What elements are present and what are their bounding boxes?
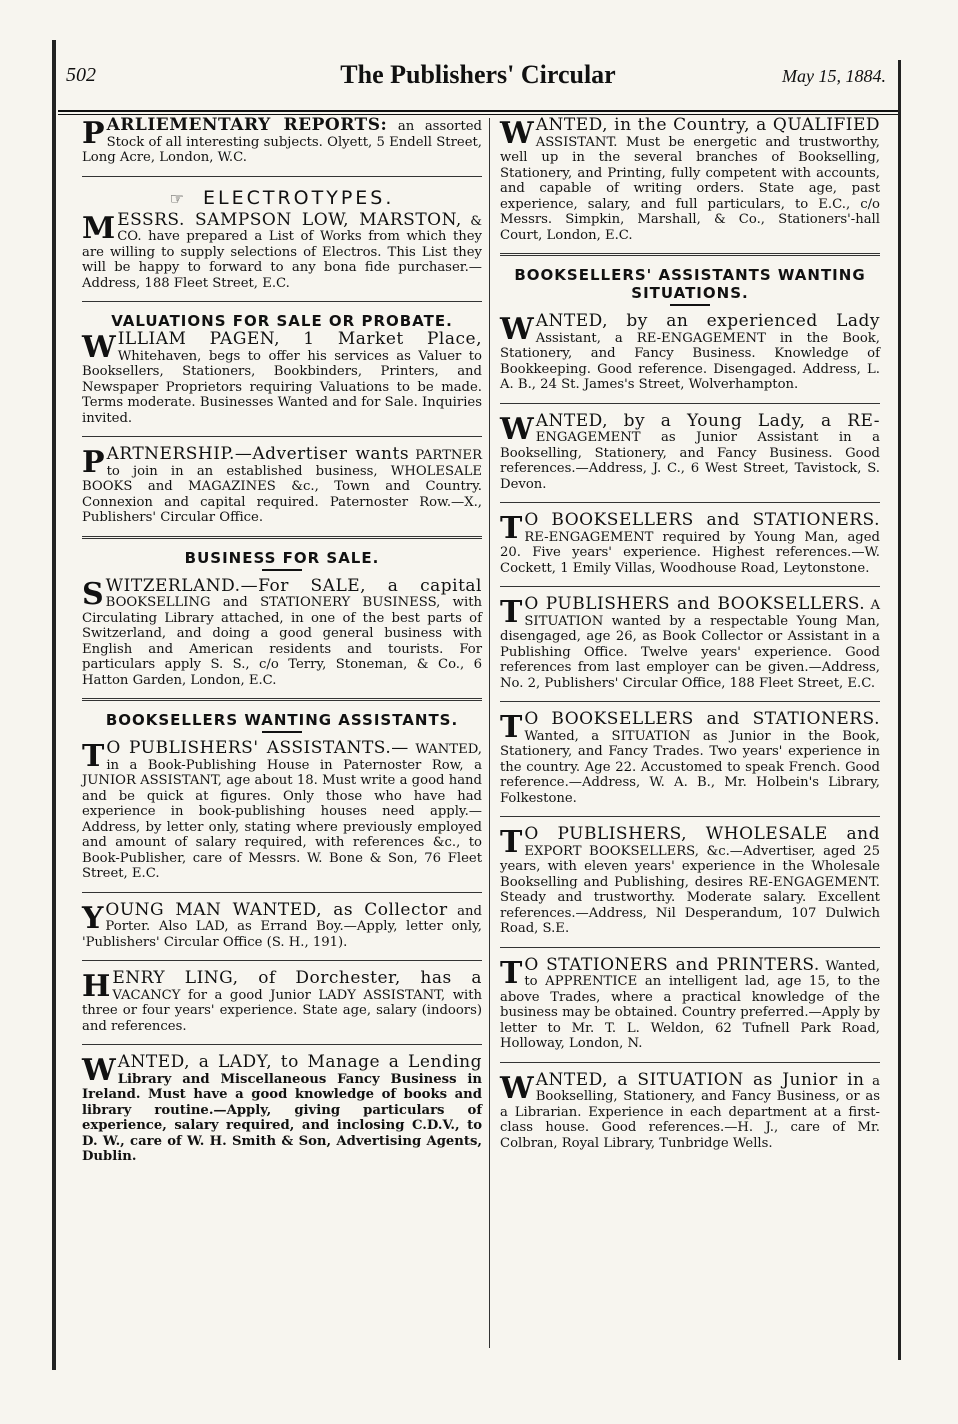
ad-body: & CO. have prepared a List of Works from which they are willing to supply selections of Electros. This List they will be happy to forward to any bona fide purchaser.—Address, 188 Fleet Street, E.C.	[82, 213, 482, 291]
ad-lead: ARTNERSHIP.—Advertiser wants	[106, 444, 410, 464]
drop-cap: T	[500, 595, 523, 630]
ad-lead: O BOOKSELLERS and STATIONERS.	[524, 709, 880, 729]
ad-body: Wanted, to APPRENTICE an intelligent lad, age 15, to the above Trades, where a practical knowledge of the business may be obtained. Country preferred.—Apply by letter to Mr. T. L. Weldon, 62 Tufnell Park Road, Holloway, London, N.	[500, 958, 880, 1051]
ad-to-booksellers-folkestone	[500, 709, 880, 806]
ad-henry-ling	[82, 968, 482, 1034]
ad-body: A SITUATION wanted by a respectable Young Man, disengaged, age 26, as Book Collector or Assistant in a Publishing Office. Twelve years' experience. Good references from last employer can be given.—Address, No. 2, Publishers' Circular Office, 188 Fleet Street, E.C.	[500, 598, 881, 691]
ad-lead: O STATIONERS and PRINTERS.	[524, 954, 820, 975]
drop-cap: W	[500, 312, 534, 347]
drop-cap: T	[500, 825, 523, 860]
ad-experienced-lady	[500, 311, 880, 393]
page-number: 502	[66, 64, 96, 86]
divider	[82, 960, 482, 961]
drop-cap: W	[500, 116, 534, 151]
ad-lead: WITZERLAND.—For SALE, a capital	[105, 575, 482, 596]
drop-cap: Y	[82, 900, 104, 936]
ad-body: BOOKSELLING and STATIONERY BUSINESS, with Circulating Library attached, in one of the best parts of Switzerland, and doing a good general business with English and American residents and tourists. For particulars apply S. S., c/o Terry, Stoneman, & Co., 6 Hatton Garden, London, E.C.	[82, 595, 482, 688]
ad-lead: OUNG MAN WANTED, as Collector	[105, 899, 448, 920]
divider	[82, 176, 482, 177]
ad-lead: ANTED, by an experienced Lady	[535, 311, 880, 331]
header-rule	[58, 110, 898, 112]
ad-lead: ILLIAM PAGEN, 1 Market Place,	[117, 329, 482, 349]
ad-qualified-assistant	[500, 115, 880, 243]
divider	[82, 536, 482, 539]
ad-lead: O PUBLISHERS, WHOLESALE and	[524, 824, 880, 844]
drop-cap: T	[500, 710, 523, 745]
ad-switzerland	[82, 575, 482, 689]
page-header	[58, 60, 898, 94]
ad-lead: ARLIEMENTARY REPORTS:	[106, 115, 388, 135]
left-border-rule	[52, 40, 56, 1370]
drop-cap: P	[82, 116, 105, 151]
drop-cap: T	[500, 511, 523, 546]
ad-lead: O PUBLISHERS and BOOKSELLERS.	[524, 594, 866, 614]
divider	[500, 403, 880, 404]
ad-body: a Bookselling, Stationery, and Fancy Business, or as a Librarian. Experience in each department at a first-class house. Good references.—H. J., care of Mr. Colbran, Royal Library, Tunbridge Wells.	[500, 1073, 880, 1151]
ad-body: and Porter. Also LAD, as Errand Boy.—Apply, letter only, 'Publishers' Circular Office (S. H., 191).	[82, 903, 482, 950]
divider	[82, 892, 482, 893]
ad-lead: ANTED, in the Country, a QUALIFIED	[535, 115, 880, 135]
drop-cap: W	[82, 1053, 116, 1088]
ad-lady-lending-library	[82, 1052, 482, 1165]
ad-body: Assistant, a RE-ENGAGEMENT in the Book, Stationery, and Fancy Business. Knowledge of Bookkeeping. Good reference. Disengaged. Address, L. A. B., 24 St. James's Street, Wolverhampton.	[500, 330, 880, 392]
ad-electrotypes	[82, 209, 482, 292]
issue-date: May 15, 1884.	[782, 66, 886, 86]
heading-underline	[670, 304, 710, 306]
drop-cap: W	[82, 330, 116, 365]
ad-publishers-assistants	[82, 738, 482, 882]
ad-lead: ENRY LING, of Dorchester, has a	[112, 968, 482, 988]
right-border-rule	[898, 60, 901, 1360]
ad-body: VACANCY for a good Junior LADY ASSISTANT, with three or four years' experience. State age, salary (indoors) and references.	[82, 987, 482, 1034]
divider	[500, 816, 880, 817]
column-divider	[489, 118, 490, 1348]
electrotypes-heading: ☞ ELECTROTYPES.	[169, 186, 395, 209]
ad-to-booksellers-cockett	[500, 510, 880, 576]
ad-body: Whitehaven, begs to offer his services as Valuer to Booksellers, Stationers, Bookbinders, Printers, and Newspaper Proprietors requiring Valuations to be made. Terms moderate. Businesses Wanted and for Sale. Inquiries invited.	[82, 348, 482, 426]
ad-body: an assorted Stock of all interesting subjects. Olyett, 5 Endell Street, Long Acre, London, W.C.	[82, 119, 482, 165]
heading-underline	[262, 569, 302, 571]
heading-underline	[262, 731, 302, 733]
drop-cap: T	[82, 739, 105, 774]
ad-body: Library and Miscellaneous Fancy Business in Ireland. Must have a good knowledge of books and library routine.—Apply, giving particulars of experience, salary required, and inclosing C.D.V., to D. W., care of W. H. Smith & Son, Advertising Agents, Dublin.	[82, 1071, 482, 1164]
ad-body: PARTNER to join in an established business, WHOLESALE BOOKS and MAGAZINES &c., Town and Country. Connexion and capital required. Paternoster Row.—X., Publishers' Circular Office.	[82, 448, 482, 525]
divider	[82, 301, 482, 302]
divider	[82, 1044, 482, 1045]
ad-young-man-wanted	[82, 899, 482, 951]
ad-body: ENGAGEMENT as Junior Assistant in a Bookselling, Stationery, and Fancy Business. Good references.—Address, J. C., 6 West Street, Tavistock, S. Devon.	[500, 430, 880, 492]
ad-body: WANTED, in a Book-Publishing House in Paternoster Row, a JUNIOR ASSISTANT, age about 18. Must write a good hand and be quick at figures. Only those who have had experience in book-publishing houses need apply.—Address, by letter only, stating where previously employed and amount of salary required, with references &c., to Book-Publisher, care of Messrs. W. Bone & Son, 76 Fleet Street, E.C.	[82, 742, 482, 881]
drop-cap: W	[500, 1070, 534, 1106]
ad-william-pagen	[82, 329, 482, 426]
drop-cap: P	[82, 445, 105, 480]
ad-lead: ESSRS. SAMPSON LOW, MARSTON,	[117, 209, 462, 230]
ad-body: EXPORT BOOKSELLERS, &c.—Advertiser, aged 25 years, with eleven years' experience in the Wholesale Bookselling and Publishing, desires RE-ENGAGEMENT. Steady and trustworthy. Moderate salary. Excellent references.—Address, Nil Desperandum, 107 Dulwich Road, S.E.	[500, 843, 880, 936]
divider	[82, 436, 482, 437]
divider	[500, 947, 880, 948]
divider	[500, 701, 880, 702]
divider	[82, 698, 482, 701]
ad-lead: ANTED, by a Young Lady, a RE-	[535, 410, 880, 431]
ad-lead: ANTED, a LADY, to Manage a Lending	[117, 1052, 482, 1072]
ad-lead: ANTED, a SITUATION as Junior in	[535, 1069, 865, 1090]
pointing-hand-icon: ☞	[169, 188, 184, 208]
drop-cap: T	[500, 955, 523, 991]
ad-partnership	[82, 444, 482, 526]
drop-cap: S	[82, 576, 104, 612]
ad-body: RE-ENGAGEMENT required by Young Man, aged 20. Five years' experience. Highest references.—W. Cockett, 1 Emily Villas, Woodhouse Road, Leytonstone.	[500, 529, 880, 576]
ad-to-publishers-collector	[500, 594, 881, 691]
divider	[500, 586, 880, 587]
page-title: The Publishers' Circular	[340, 60, 616, 89]
ad-to-publishers-wholesale	[500, 824, 880, 937]
valuations-heading: VALUATIONS FOR SALE OR PROBATE.	[111, 312, 453, 330]
booksellers-wanting-assistants-heading: BOOKSELLERS WANTING ASSISTANTS.	[105, 711, 459, 729]
divider	[500, 1062, 880, 1063]
ad-lead: O PUBLISHERS' ASSISTANTS.—	[106, 738, 409, 758]
drop-cap: H	[82, 969, 111, 1004]
divider	[500, 253, 880, 256]
ad-stationers-printers	[500, 954, 880, 1052]
drop-cap: W	[500, 411, 534, 447]
ad-lead: O BOOKSELLERS and STATIONERS.	[524, 510, 880, 530]
ad-young-lady	[500, 410, 880, 493]
ad-parliamentary-reports	[82, 115, 482, 166]
divider	[500, 502, 880, 503]
ad-situation-junior	[500, 1069, 880, 1152]
business-for-sale-heading: BUSINESS FOR SALE.	[184, 548, 380, 567]
ad-body: ASSISTANT. Must be energetic and trustworthy, well up in the several branches of Bookselling, Stationery, and Printing, fully competent with accounts, and capable of writing orders. State age, past experience, salary, and full particulars, to E.C., c/o Messrs. Simpkin, Marshall, & Co., Stationers'-hall Court, London, E.C.	[500, 134, 880, 243]
assistants-wanting-situations-heading: BOOKSELLERS' ASSISTANTS WANTING SITUATIONS.	[514, 266, 866, 302]
drop-cap: M	[82, 210, 116, 246]
left-column	[82, 115, 482, 1173]
right-column	[500, 115, 881, 1159]
ad-body: Wanted, a SITUATION as Junior in the Book, Stationery, and Fancy Trades. Two years' experience in the country. Age 22. Accustomed to speak French. Good reference.—Address, W. A. B., Mr. Holbein's Library, Folkestone.	[500, 728, 880, 806]
